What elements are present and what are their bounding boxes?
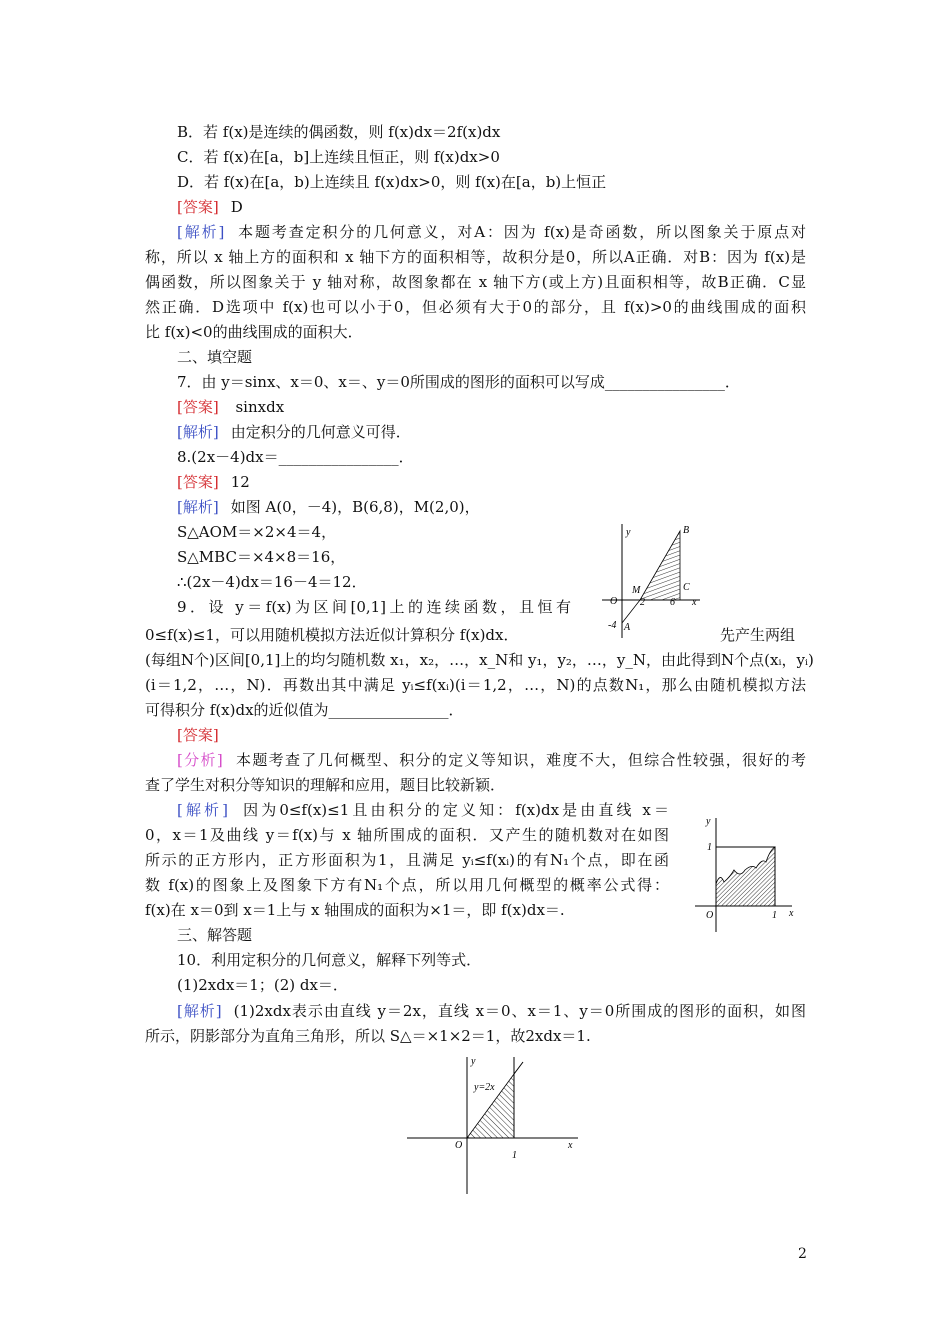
line-text: (1)2xdx＝1；(2) dx＝．	[177, 976, 348, 994]
line-text: 比 f(x)<0的曲线围成的面积大．	[145, 323, 363, 341]
label-explanation: [解析]	[177, 1002, 222, 1020]
text-line	[177, 447, 414, 467]
line-text: ∴(2x－4)dx＝16－4＝12．	[177, 573, 367, 591]
figure-integral-2x-4	[600, 520, 710, 640]
origin-label: O	[706, 910, 714, 921]
text-line	[145, 700, 464, 720]
line-text: 然正确．D选项中 f(x)也可以小于0，但必须有大于0的部分，且 f(x)>0的曲线围成的面积	[145, 298, 806, 316]
text-line	[145, 775, 505, 795]
line-text: 偶函数，所以图象关于 y 轴对称，故图象都在 x 轴下方(或上方)且面积相等，故B正确．C显	[145, 273, 806, 291]
text-line	[177, 975, 348, 995]
line-text: 称，所以 x 轴上方的面积和 x 轴下方的面积相等，故积分是0，所以A正确．对B：因为 f(x)是	[145, 248, 806, 266]
text-line	[177, 222, 806, 242]
y-axis-label: y	[626, 527, 631, 538]
label-explanation: [解析]	[177, 498, 219, 516]
line-label: y=2x	[474, 1082, 495, 1093]
text-line	[145, 900, 565, 920]
line-text: 三、解答题	[177, 926, 253, 944]
line-text: D．若 f(x)在[a，b)上连续且 f(x)dx>0，则 f(x)在[a，b)上恒正	[177, 173, 607, 191]
tick-minus-4: -4	[608, 620, 617, 631]
line-text: 查了学生对积分等知识的理解和应用，题目比较新颖．	[145, 776, 506, 794]
line-text: 12	[230, 473, 250, 491]
point-c-label: C	[683, 582, 690, 593]
line-text: 数 f(x)的图象上及图象下方有N₁个点，所以用几何概型的概率公式得：	[145, 876, 669, 894]
text-line	[177, 497, 480, 517]
tick-1: 1	[512, 1150, 517, 1161]
line-text-right: 先产生两组	[720, 626, 796, 644]
point-m-label: M	[632, 585, 641, 596]
line-text: 10．利用定积分的几何意义，解释下列等式．	[177, 951, 482, 969]
text-line	[145, 322, 363, 342]
text-line	[177, 197, 243, 217]
text-line	[177, 925, 252, 945]
text-line	[177, 522, 336, 542]
page-number: 2	[798, 1246, 807, 1262]
text-line	[145, 297, 806, 317]
text-line	[177, 800, 669, 820]
x-axis-label: x	[789, 908, 794, 919]
text-line	[177, 347, 252, 367]
origin-label: O	[610, 596, 618, 607]
text-line	[177, 147, 500, 167]
text-line	[177, 950, 481, 970]
line-text: B．若 f(x)是连续的偶函数，则 f(x)dx＝2f(x)dx	[177, 123, 501, 141]
origin-label: O	[455, 1140, 463, 1151]
y-axis-label: y	[706, 816, 711, 827]
text-line	[145, 675, 806, 695]
text-line	[145, 272, 806, 292]
text-line	[177, 597, 571, 617]
x-axis-label: x	[692, 597, 697, 608]
line-text: 所示的正方形内，正方形面积为1，且满足 yᵢ≤f(xᵢ)的有N₁个点，即在函	[145, 851, 669, 869]
text-line	[145, 850, 669, 870]
text-line	[145, 825, 669, 845]
tick-x-1: 1	[772, 910, 777, 921]
line-text: (1)2xdx表示由直线 y＝2x，直线 x＝0、x＝1、y＝0所围成的图形的面积，如图	[233, 1002, 806, 1020]
text-line	[177, 422, 411, 442]
line-text: 8.(2x－4)dx＝________________．	[177, 448, 414, 466]
text-line	[145, 625, 519, 645]
text-line	[177, 1001, 806, 1021]
text-line	[145, 247, 806, 267]
label-answer: [答案]	[177, 198, 219, 216]
label-answer: [答案]	[177, 473, 219, 491]
label-analysis: [分析]	[177, 751, 223, 769]
figure-unit-square	[692, 812, 807, 937]
line-text: C．若 f(x)在[a，b]上连续且恒正，则 f(x)dx>0	[177, 148, 500, 166]
label-answer: [答案]	[177, 726, 219, 744]
tick-y-1: 1	[707, 842, 712, 853]
line-text: D	[230, 198, 243, 216]
line-text: 可得积分 f(x)dx的近似值为________________．	[145, 701, 464, 719]
figure-y-2x	[400, 1052, 585, 1197]
point-b-label: B	[683, 525, 690, 536]
line-text: 如图 A(0，－4)，B(6,8)，M(2,0)，	[230, 498, 480, 516]
text-line	[145, 1026, 591, 1046]
text-line	[145, 875, 669, 895]
text-line	[177, 397, 284, 417]
text-line	[145, 650, 814, 670]
line-text: f(x)在 x＝0到 x＝1上与 x 轴围成的面积为×1＝，即 f(x)dx＝.	[145, 901, 565, 919]
line-text: 因为0≤f(x)≤1且由积分的定义知：f(x)dx是由直线 x＝	[240, 801, 669, 819]
line-text: 二、填空题	[177, 348, 253, 366]
text-line	[177, 472, 250, 492]
text-line	[177, 372, 740, 392]
text-line	[177, 750, 806, 770]
line-text: sinxdx	[230, 398, 285, 416]
line-text: 7．由 y＝sinx、x＝0、x＝、y＝0所围成的图形的面积可以写成________________．	[177, 373, 740, 391]
line-text: 0≤f(x)≤1，可以用随机模拟方法近似计算积分 f(x)dx．	[145, 626, 519, 644]
tick-6: 6	[670, 597, 675, 608]
line-text: 由定积分的几何意义可得．	[230, 423, 411, 441]
text-line	[177, 572, 367, 592]
line-text: 所示，阴影部分为直角三角形，所以 S△＝×1×2＝1，故2xdx＝1.	[145, 1027, 591, 1045]
line-text: (i＝1,2，…，N)．再数出其中满足 yᵢ≤f(xᵢ)(i＝1,2，…，N)的点数N₁，那么由随机模拟方法	[145, 676, 806, 694]
line-text: (每组N个)区间[0,1]上的均匀随机数 x₁，x₂，…，x_N和 y₁，y₂，…，y_N，由此得到N个点(xᵢ，yᵢ)	[145, 651, 814, 669]
line-text: 0，x＝1及曲线 y＝f(x)与 x 轴所围成的面积．又产生的随机数对在如图	[145, 826, 669, 844]
text-line	[177, 725, 231, 745]
line-text: S△MBC＝×4×8＝16，	[177, 548, 346, 566]
label-explanation: [解析]	[177, 223, 225, 241]
label-explanation: [解析]	[177, 423, 219, 441]
tick-2: 2	[640, 597, 645, 608]
label-answer: [答案]	[177, 398, 219, 416]
line-text: 9．设 y＝f(x)为区间[0,1]上的连续函数，且恒有	[177, 598, 571, 616]
label-explanation: [解析]	[177, 801, 229, 819]
text-line	[177, 172, 606, 192]
x-axis-label: x	[568, 1140, 573, 1151]
line-text: 本题考查定积分的几何意义，对A：因为 f(x)是奇函数，所以图象关于原点对	[236, 223, 806, 241]
line-text: S△AOM＝×2×4＝4，	[177, 523, 337, 541]
line-text: 本题考查了几何概型、积分的定义等知识，难度不大，但综合性较强，很好的考	[234, 751, 806, 769]
text-line	[177, 122, 500, 142]
y-axis-label: y	[471, 1056, 476, 1067]
text-line	[177, 547, 345, 567]
point-a-label: A	[624, 622, 631, 633]
